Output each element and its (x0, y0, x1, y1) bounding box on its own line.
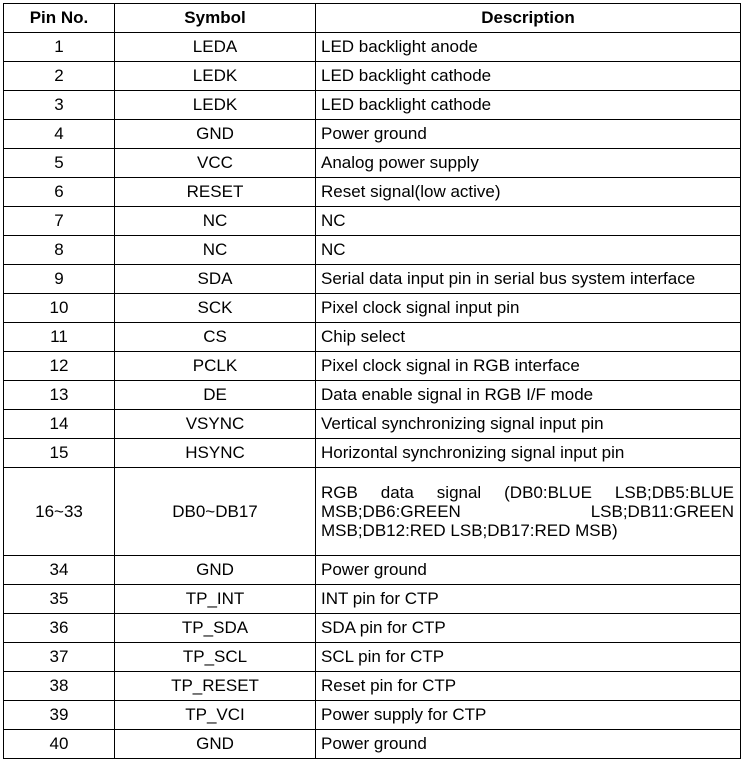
pin-assignment-table (3, 3, 741, 759)
pin-description: Vertical synchronizing signal input pin (316, 410, 741, 439)
table-row (4, 672, 741, 701)
pin-number: 7 (4, 207, 115, 236)
pin-symbol: DE (115, 381, 316, 410)
pin-description: Pixel clock signal input pin (316, 294, 741, 323)
pin-number: 3 (4, 91, 115, 120)
pin-description: LED backlight cathode (316, 62, 741, 91)
table-row (4, 381, 741, 410)
pin-number: 40 (4, 730, 115, 759)
pin-description: NC (316, 207, 741, 236)
pin-number: 9 (4, 265, 115, 294)
header-pin-no: Pin No. (4, 4, 115, 33)
pin-symbol: LEDK (115, 91, 316, 120)
table-row (4, 294, 741, 323)
table-row (4, 643, 741, 672)
pin-number: 1 (4, 33, 115, 62)
pin-number: 12 (4, 352, 115, 381)
pin-symbol: RESET (115, 178, 316, 207)
pin-description: Power ground (316, 730, 741, 759)
table-row (4, 468, 741, 556)
pin-number: 34 (4, 556, 115, 585)
pin-description: Serial data input pin in serial bus system interface (316, 265, 741, 294)
pin-description (316, 468, 741, 556)
pin-number: 36 (4, 614, 115, 643)
table-row (4, 439, 741, 468)
pin-description: LED backlight anode (316, 33, 741, 62)
table-row (4, 236, 741, 265)
pin-number: 39 (4, 701, 115, 730)
pin-description: INT pin for CTP (316, 585, 741, 614)
pin-symbol: TP_RESET (115, 672, 316, 701)
pin-number: 37 (4, 643, 115, 672)
table-row (4, 556, 741, 585)
table-row (4, 410, 741, 439)
pin-number: 4 (4, 120, 115, 149)
pin-description: NC (316, 236, 741, 265)
pin-symbol: DB0~DB17 (115, 468, 316, 556)
pin-number: 5 (4, 149, 115, 178)
table-row (4, 730, 741, 759)
table-row (4, 62, 741, 91)
table-row (4, 207, 741, 236)
pin-description-text: RGB data signal (DB0:BLUE LSB;DB5:BLUE MSB;DB6:GREEN LSB;DB11:GREEN MSB;DB12:RED LSB;DB17:RED MSB) (321, 483, 734, 540)
pin-description: SCL pin for CTP (316, 643, 741, 672)
pin-description: SDA pin for CTP (316, 614, 741, 643)
table-row (4, 120, 741, 149)
pin-number: 8 (4, 236, 115, 265)
pin-number: 14 (4, 410, 115, 439)
pin-symbol: TP_INT (115, 585, 316, 614)
pin-number: 6 (4, 178, 115, 207)
table-row (4, 33, 741, 62)
pin-symbol: NC (115, 207, 316, 236)
pin-symbol: SCK (115, 294, 316, 323)
pin-number: 16~33 (4, 468, 115, 556)
header-symbol: Symbol (115, 4, 316, 33)
pin-number: 10 (4, 294, 115, 323)
pin-symbol: CS (115, 323, 316, 352)
pin-symbol: LEDA (115, 33, 316, 62)
pin-description: Reset pin for CTP (316, 672, 741, 701)
pin-symbol: GND (115, 730, 316, 759)
pin-symbol: TP_SDA (115, 614, 316, 643)
pin-description: Chip select (316, 323, 741, 352)
pin-number: 38 (4, 672, 115, 701)
pin-description: Reset signal(low active) (316, 178, 741, 207)
pin-symbol: NC (115, 236, 316, 265)
table-row (4, 91, 741, 120)
table-row (4, 614, 741, 643)
table-header-row (4, 4, 741, 33)
pin-description: Power supply for CTP (316, 701, 741, 730)
pin-number: 35 (4, 585, 115, 614)
pin-description: Power ground (316, 120, 741, 149)
table-row (4, 585, 741, 614)
pin-symbol: SDA (115, 265, 316, 294)
pin-number: 15 (4, 439, 115, 468)
pin-symbol: GND (115, 556, 316, 585)
pin-number: 13 (4, 381, 115, 410)
pin-symbol: PCLK (115, 352, 316, 381)
pin-symbol: HSYNC (115, 439, 316, 468)
pin-description: Analog power supply (316, 149, 741, 178)
pin-number: 2 (4, 62, 115, 91)
table-row (4, 323, 741, 352)
table-row (4, 352, 741, 381)
pin-description: Pixel clock signal in RGB interface (316, 352, 741, 381)
header-description: Description (316, 4, 741, 33)
pin-symbol: LEDK (115, 62, 316, 91)
table-row (4, 701, 741, 730)
pin-symbol: TP_SCL (115, 643, 316, 672)
pin-description: Data enable signal in RGB I/F mode (316, 381, 741, 410)
table-row (4, 265, 741, 294)
table-row (4, 178, 741, 207)
pin-description: LED backlight cathode (316, 91, 741, 120)
pin-symbol: VSYNC (115, 410, 316, 439)
pin-symbol: VCC (115, 149, 316, 178)
pin-symbol: TP_VCI (115, 701, 316, 730)
table-row (4, 149, 741, 178)
pin-symbol: GND (115, 120, 316, 149)
pin-number: 11 (4, 323, 115, 352)
pin-description: Horizontal synchronizing signal input pin (316, 439, 741, 468)
pin-description: Power ground (316, 556, 741, 585)
